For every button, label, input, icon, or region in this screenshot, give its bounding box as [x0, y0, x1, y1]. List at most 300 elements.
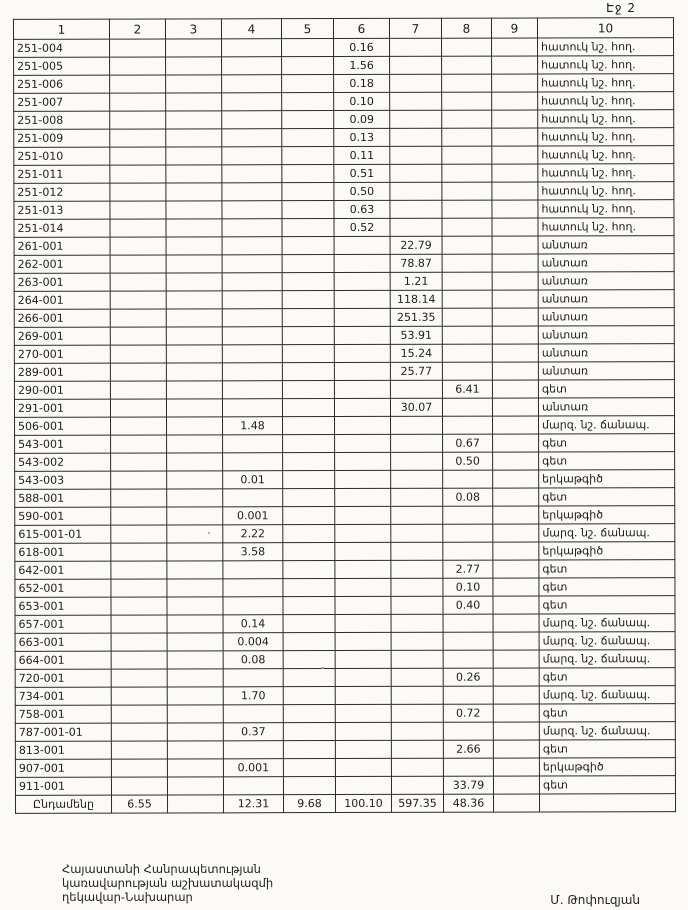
value-cell	[443, 722, 493, 740]
value-cell	[283, 741, 335, 759]
value-cell: 30.07	[390, 398, 442, 416]
land-type-cell: գետ	[539, 704, 675, 722]
value-cell	[222, 291, 282, 309]
value-cell: 1.70	[223, 687, 283, 705]
value-cell	[223, 579, 283, 597]
value-cell	[167, 759, 223, 777]
parcel-code-cell: 251-007	[14, 93, 110, 111]
land-type-cell: երկաթգիծ	[539, 506, 675, 524]
value-cell	[282, 309, 334, 327]
value-cell	[493, 668, 539, 686]
value-cell	[442, 398, 492, 416]
value-cell	[335, 740, 391, 758]
table-row	[15, 542, 675, 562]
parcel-code-cell: 263-001	[14, 273, 110, 291]
value-cell	[334, 326, 390, 344]
value-cell	[111, 417, 167, 435]
value-cell	[391, 758, 443, 776]
value-cell	[390, 56, 442, 74]
value-cell	[390, 200, 442, 218]
value-cell	[282, 219, 334, 237]
value-cell	[282, 399, 334, 417]
table-row	[15, 650, 675, 670]
value-cell	[167, 723, 223, 741]
table-row	[14, 146, 674, 166]
value-cell	[110, 93, 166, 111]
value-cell	[222, 147, 282, 165]
value-cell	[334, 290, 390, 308]
value-cell	[282, 93, 334, 111]
value-cell	[443, 470, 493, 488]
signatory-title-line: Հայաստանի Հանրապետության	[62, 862, 261, 876]
land-type-cell: գետ	[539, 668, 675, 686]
value-cell	[166, 381, 222, 399]
parcel-code-cell: 264-001	[14, 291, 110, 309]
value-cell	[442, 344, 492, 362]
table-row	[14, 290, 674, 310]
value-cell: 0.13	[334, 128, 390, 146]
value-cell	[222, 129, 282, 147]
value-cell	[111, 543, 167, 561]
value-cell	[442, 56, 492, 74]
parcel-code-cell: 289-001	[14, 363, 110, 381]
parcel-code-cell: 506-001	[15, 417, 111, 435]
value-cell	[282, 183, 334, 201]
value-cell	[492, 272, 538, 290]
value-cell	[223, 435, 283, 453]
value-cell: 0.10	[443, 578, 493, 596]
value-cell	[222, 183, 282, 201]
value-cell	[443, 524, 493, 542]
value-cell: 0.08	[223, 651, 283, 669]
value-cell	[334, 398, 390, 416]
value-cell	[391, 488, 443, 506]
value-cell	[391, 740, 443, 758]
column-header: 1	[13, 19, 109, 39]
value-cell	[335, 632, 391, 650]
value-cell	[442, 164, 492, 182]
value-cell	[390, 128, 442, 146]
value-cell: 0.11	[334, 146, 390, 164]
parcel-code-cell: 642-001	[15, 561, 111, 579]
value-cell	[110, 255, 166, 273]
value-cell	[391, 686, 443, 704]
value-cell	[492, 308, 538, 326]
value-cell	[493, 578, 539, 596]
value-cell	[335, 776, 391, 794]
land-type-cell: մարզ. նշ. ճանապ.	[539, 614, 675, 632]
value-cell	[335, 470, 391, 488]
value-cell	[283, 525, 335, 543]
value-cell: 0.01	[223, 471, 283, 489]
value-cell: 2.22	[223, 525, 283, 543]
parcel-code-cell: 251-014	[14, 219, 110, 237]
value-cell	[390, 218, 442, 236]
land-type-cell: հատուկ նշ. հող.	[538, 38, 674, 56]
value-cell	[493, 452, 539, 470]
value-cell	[282, 57, 334, 75]
parcel-code-cell: 653-001	[15, 597, 111, 615]
value-cell	[111, 471, 167, 489]
value-cell	[166, 309, 222, 327]
value-cell	[335, 416, 391, 434]
value-cell	[166, 273, 222, 291]
value-cell	[335, 578, 391, 596]
table-row	[14, 74, 674, 94]
value-cell	[223, 705, 283, 723]
value-cell	[492, 398, 538, 416]
value-cell: 53.91	[390, 326, 442, 344]
value-cell	[335, 722, 391, 740]
table-row	[15, 560, 675, 580]
value-cell	[493, 650, 539, 668]
total-label: Ընդամենը	[15, 795, 111, 813]
value-cell	[492, 128, 538, 146]
land-type-cell: հատուկ նշ. հող.	[538, 56, 674, 74]
value-cell	[335, 452, 391, 470]
land-type-cell: մարզ. նշ. ճանապ.	[539, 416, 675, 434]
value-cell	[110, 345, 166, 363]
value-cell	[391, 632, 443, 650]
value-cell	[492, 92, 538, 110]
value-cell	[110, 129, 166, 147]
value-cell	[167, 453, 223, 471]
table-row	[15, 434, 675, 454]
value-cell	[282, 147, 334, 165]
value-cell	[223, 561, 283, 579]
column-header: 7	[389, 18, 441, 38]
value-cell	[492, 326, 538, 344]
table-row	[15, 614, 675, 634]
table-row	[14, 38, 674, 58]
table-row	[14, 182, 674, 202]
value-cell	[334, 254, 390, 272]
table-row	[15, 704, 675, 724]
parcel-code-cell: 251-013	[14, 201, 110, 219]
land-type-cell: անտառ	[538, 272, 674, 290]
value-cell	[166, 327, 222, 345]
table-row	[14, 380, 674, 400]
value-cell	[442, 92, 492, 110]
parcel-code-cell: 269-001	[14, 327, 110, 345]
land-type-cell: մարզ. նշ. ճանապ.	[539, 524, 675, 542]
table-row	[15, 632, 675, 652]
value-cell	[442, 38, 492, 56]
total-value-cell: 100.10	[335, 794, 391, 812]
value-cell	[390, 164, 442, 182]
column-header: 3	[165, 19, 221, 39]
value-cell	[167, 777, 223, 795]
value-cell	[442, 290, 492, 308]
parcel-code-cell: 251-004	[14, 39, 110, 57]
column-header: 6	[333, 18, 389, 38]
value-cell	[111, 651, 167, 669]
table-row	[15, 452, 675, 472]
value-cell	[167, 597, 223, 615]
value-cell: 6.41	[442, 380, 492, 398]
value-cell	[222, 255, 282, 273]
total-value-cell: 12.31	[223, 795, 283, 813]
value-cell	[334, 308, 390, 326]
parcel-code-cell: 251-011	[14, 165, 110, 183]
value-cell	[492, 344, 538, 362]
value-cell	[111, 561, 167, 579]
table-body	[14, 38, 676, 796]
value-cell	[282, 345, 334, 363]
value-cell	[443, 632, 493, 650]
value-cell	[391, 452, 443, 470]
value-cell	[167, 435, 223, 453]
value-cell	[111, 525, 167, 543]
value-cell	[335, 704, 391, 722]
land-type-cell: գետ	[539, 596, 675, 614]
value-cell	[282, 327, 334, 345]
value-cell	[283, 705, 335, 723]
value-cell	[283, 723, 335, 741]
value-cell	[493, 434, 539, 452]
land-type-cell: երկաթգիծ	[539, 758, 675, 776]
value-cell	[493, 560, 539, 578]
value-cell	[283, 507, 335, 525]
value-cell	[222, 273, 282, 291]
value-cell	[110, 363, 166, 381]
parcel-code-cell: 590-001	[15, 507, 111, 525]
parcel-code-cell: 251-010	[14, 147, 110, 165]
value-cell	[334, 236, 390, 254]
value-cell: 25.77	[390, 362, 442, 380]
value-cell	[390, 146, 442, 164]
table-row	[14, 326, 674, 346]
value-cell	[110, 201, 166, 219]
value-cell	[110, 309, 166, 327]
scan-speck	[321, 667, 324, 669]
value-cell: 0.50	[334, 182, 390, 200]
total-value-cell	[167, 795, 223, 813]
land-type-cell: մարզ. նշ. ճանապ.	[539, 632, 675, 650]
value-cell	[222, 381, 282, 399]
value-cell	[493, 470, 539, 488]
land-type-cell: գետ	[539, 434, 675, 452]
value-cell	[283, 435, 335, 453]
scan-speck	[208, 532, 210, 534]
land-type-cell: գետ	[539, 776, 675, 794]
value-cell	[493, 524, 539, 542]
value-cell	[442, 218, 492, 236]
parcel-code-cell: 911-001	[15, 777, 111, 795]
value-cell	[390, 110, 442, 128]
value-cell	[334, 380, 390, 398]
parcel-code-cell: 758-001	[15, 705, 111, 723]
value-cell: 0.51	[334, 164, 390, 182]
value-cell	[110, 57, 166, 75]
parcel-code-cell: 262-001	[14, 255, 110, 273]
value-cell	[111, 435, 167, 453]
table-row	[14, 110, 674, 130]
parcel-code-cell: 663-001	[15, 633, 111, 651]
value-cell	[282, 75, 334, 93]
total-value-cell: 48.36	[443, 794, 493, 812]
value-cell: 0.08	[443, 488, 493, 506]
value-cell	[493, 776, 539, 794]
parcel-code-cell: 261-001	[14, 237, 110, 255]
value-cell: 1.56	[334, 56, 390, 74]
table-row	[14, 272, 674, 292]
column-header: 2	[109, 19, 165, 39]
land-type-cell: հատուկ նշ. հող.	[538, 164, 674, 182]
value-cell	[282, 363, 334, 381]
signatory-title-block	[62, 862, 273, 904]
value-cell: 0.18	[334, 74, 390, 92]
value-cell: 0.26	[443, 668, 493, 686]
land-type-cell: անտառ	[538, 362, 674, 380]
value-cell	[222, 39, 282, 57]
value-cell	[492, 74, 538, 92]
value-cell	[283, 579, 335, 597]
value-cell	[493, 614, 539, 632]
table-row	[15, 470, 675, 490]
table-row	[15, 758, 675, 778]
value-cell	[493, 542, 539, 560]
value-cell	[390, 380, 442, 398]
value-cell	[493, 506, 539, 524]
land-type-cell: հատուկ նշ. հող.	[538, 110, 674, 128]
value-cell	[223, 669, 283, 687]
value-cell	[167, 687, 223, 705]
value-cell	[335, 758, 391, 776]
parcel-code-cell: 266-001	[14, 309, 110, 327]
value-cell	[442, 110, 492, 128]
value-cell	[493, 596, 539, 614]
table-row	[14, 164, 674, 184]
value-cell	[390, 182, 442, 200]
parcel-code-cell: 588-001	[15, 489, 111, 507]
value-cell	[335, 650, 391, 668]
value-cell	[443, 614, 493, 632]
value-cell	[111, 669, 167, 687]
value-cell	[391, 596, 443, 614]
value-cell	[110, 291, 166, 309]
value-cell	[283, 543, 335, 561]
land-type-cell: հատուկ նշ. հող.	[538, 146, 674, 164]
value-cell	[167, 615, 223, 633]
value-cell	[222, 57, 282, 75]
value-cell	[282, 39, 334, 57]
value-cell	[443, 686, 493, 704]
parcel-code-cell: 734-001	[15, 687, 111, 705]
value-cell: 1.48	[223, 417, 283, 435]
value-cell	[493, 740, 539, 758]
value-cell	[110, 147, 166, 165]
value-cell	[282, 165, 334, 183]
value-cell: 0.09	[334, 110, 390, 128]
value-cell	[167, 561, 223, 579]
value-cell	[391, 560, 443, 578]
table-row	[14, 344, 674, 364]
value-cell	[167, 651, 223, 669]
value-cell	[282, 273, 334, 291]
value-cell	[223, 597, 283, 615]
value-cell	[166, 183, 222, 201]
header-row	[13, 18, 673, 40]
value-cell	[442, 200, 492, 218]
value-cell	[335, 506, 391, 524]
value-cell	[493, 686, 539, 704]
value-cell	[166, 291, 222, 309]
page-number: Էջ 2	[606, 1, 636, 15]
value-cell: 0.10	[334, 92, 390, 110]
value-cell	[282, 129, 334, 147]
column-header: 8	[441, 18, 491, 38]
table-row	[15, 416, 675, 436]
value-cell	[492, 200, 538, 218]
value-cell: 22.79	[390, 236, 442, 254]
table-row	[14, 398, 674, 418]
parcel-code-cell: 720-001	[15, 669, 111, 687]
value-cell	[110, 237, 166, 255]
table-row	[14, 254, 674, 274]
table-row	[14, 56, 674, 76]
value-cell	[492, 56, 538, 74]
parcel-code-cell: 543-003	[15, 471, 111, 489]
value-cell	[443, 542, 493, 560]
signatory-title-line: ղեկավար-Նախարար	[62, 890, 193, 905]
value-cell	[335, 596, 391, 614]
value-cell	[493, 488, 539, 506]
value-cell: 2.66	[443, 740, 493, 758]
value-cell	[391, 614, 443, 632]
value-cell	[283, 687, 335, 705]
table-row	[15, 722, 675, 742]
value-cell	[167, 507, 223, 525]
value-cell	[167, 741, 223, 759]
value-cell	[283, 561, 335, 579]
table-row	[15, 488, 675, 508]
value-cell	[443, 650, 493, 668]
value-cell	[166, 165, 222, 183]
value-cell	[443, 758, 493, 776]
land-type-cell: գետ	[539, 452, 675, 470]
value-cell	[443, 416, 493, 434]
value-cell	[110, 273, 166, 291]
value-cell	[111, 489, 167, 507]
value-cell	[222, 111, 282, 129]
value-cell	[283, 777, 335, 795]
land-type-cell: հատուկ նշ. հող.	[538, 92, 674, 110]
value-cell	[110, 327, 166, 345]
value-cell	[492, 164, 538, 182]
table-row	[15, 740, 675, 760]
parcel-code-cell: 618-001	[15, 543, 111, 561]
value-cell	[166, 93, 222, 111]
value-cell	[110, 75, 166, 93]
value-cell: 0.001	[223, 507, 283, 525]
value-cell	[282, 381, 334, 399]
table-row	[15, 668, 675, 688]
value-cell	[166, 129, 222, 147]
value-cell	[110, 165, 166, 183]
land-type-cell: անտառ	[538, 236, 674, 254]
value-cell	[167, 543, 223, 561]
value-cell	[442, 74, 492, 92]
column-header: 4	[221, 19, 281, 39]
value-cell	[282, 291, 334, 309]
column-header: 10	[537, 18, 673, 38]
table-row	[15, 506, 675, 526]
value-cell	[223, 489, 283, 507]
value-cell	[335, 542, 391, 560]
value-cell	[111, 453, 167, 471]
value-cell	[493, 704, 539, 722]
